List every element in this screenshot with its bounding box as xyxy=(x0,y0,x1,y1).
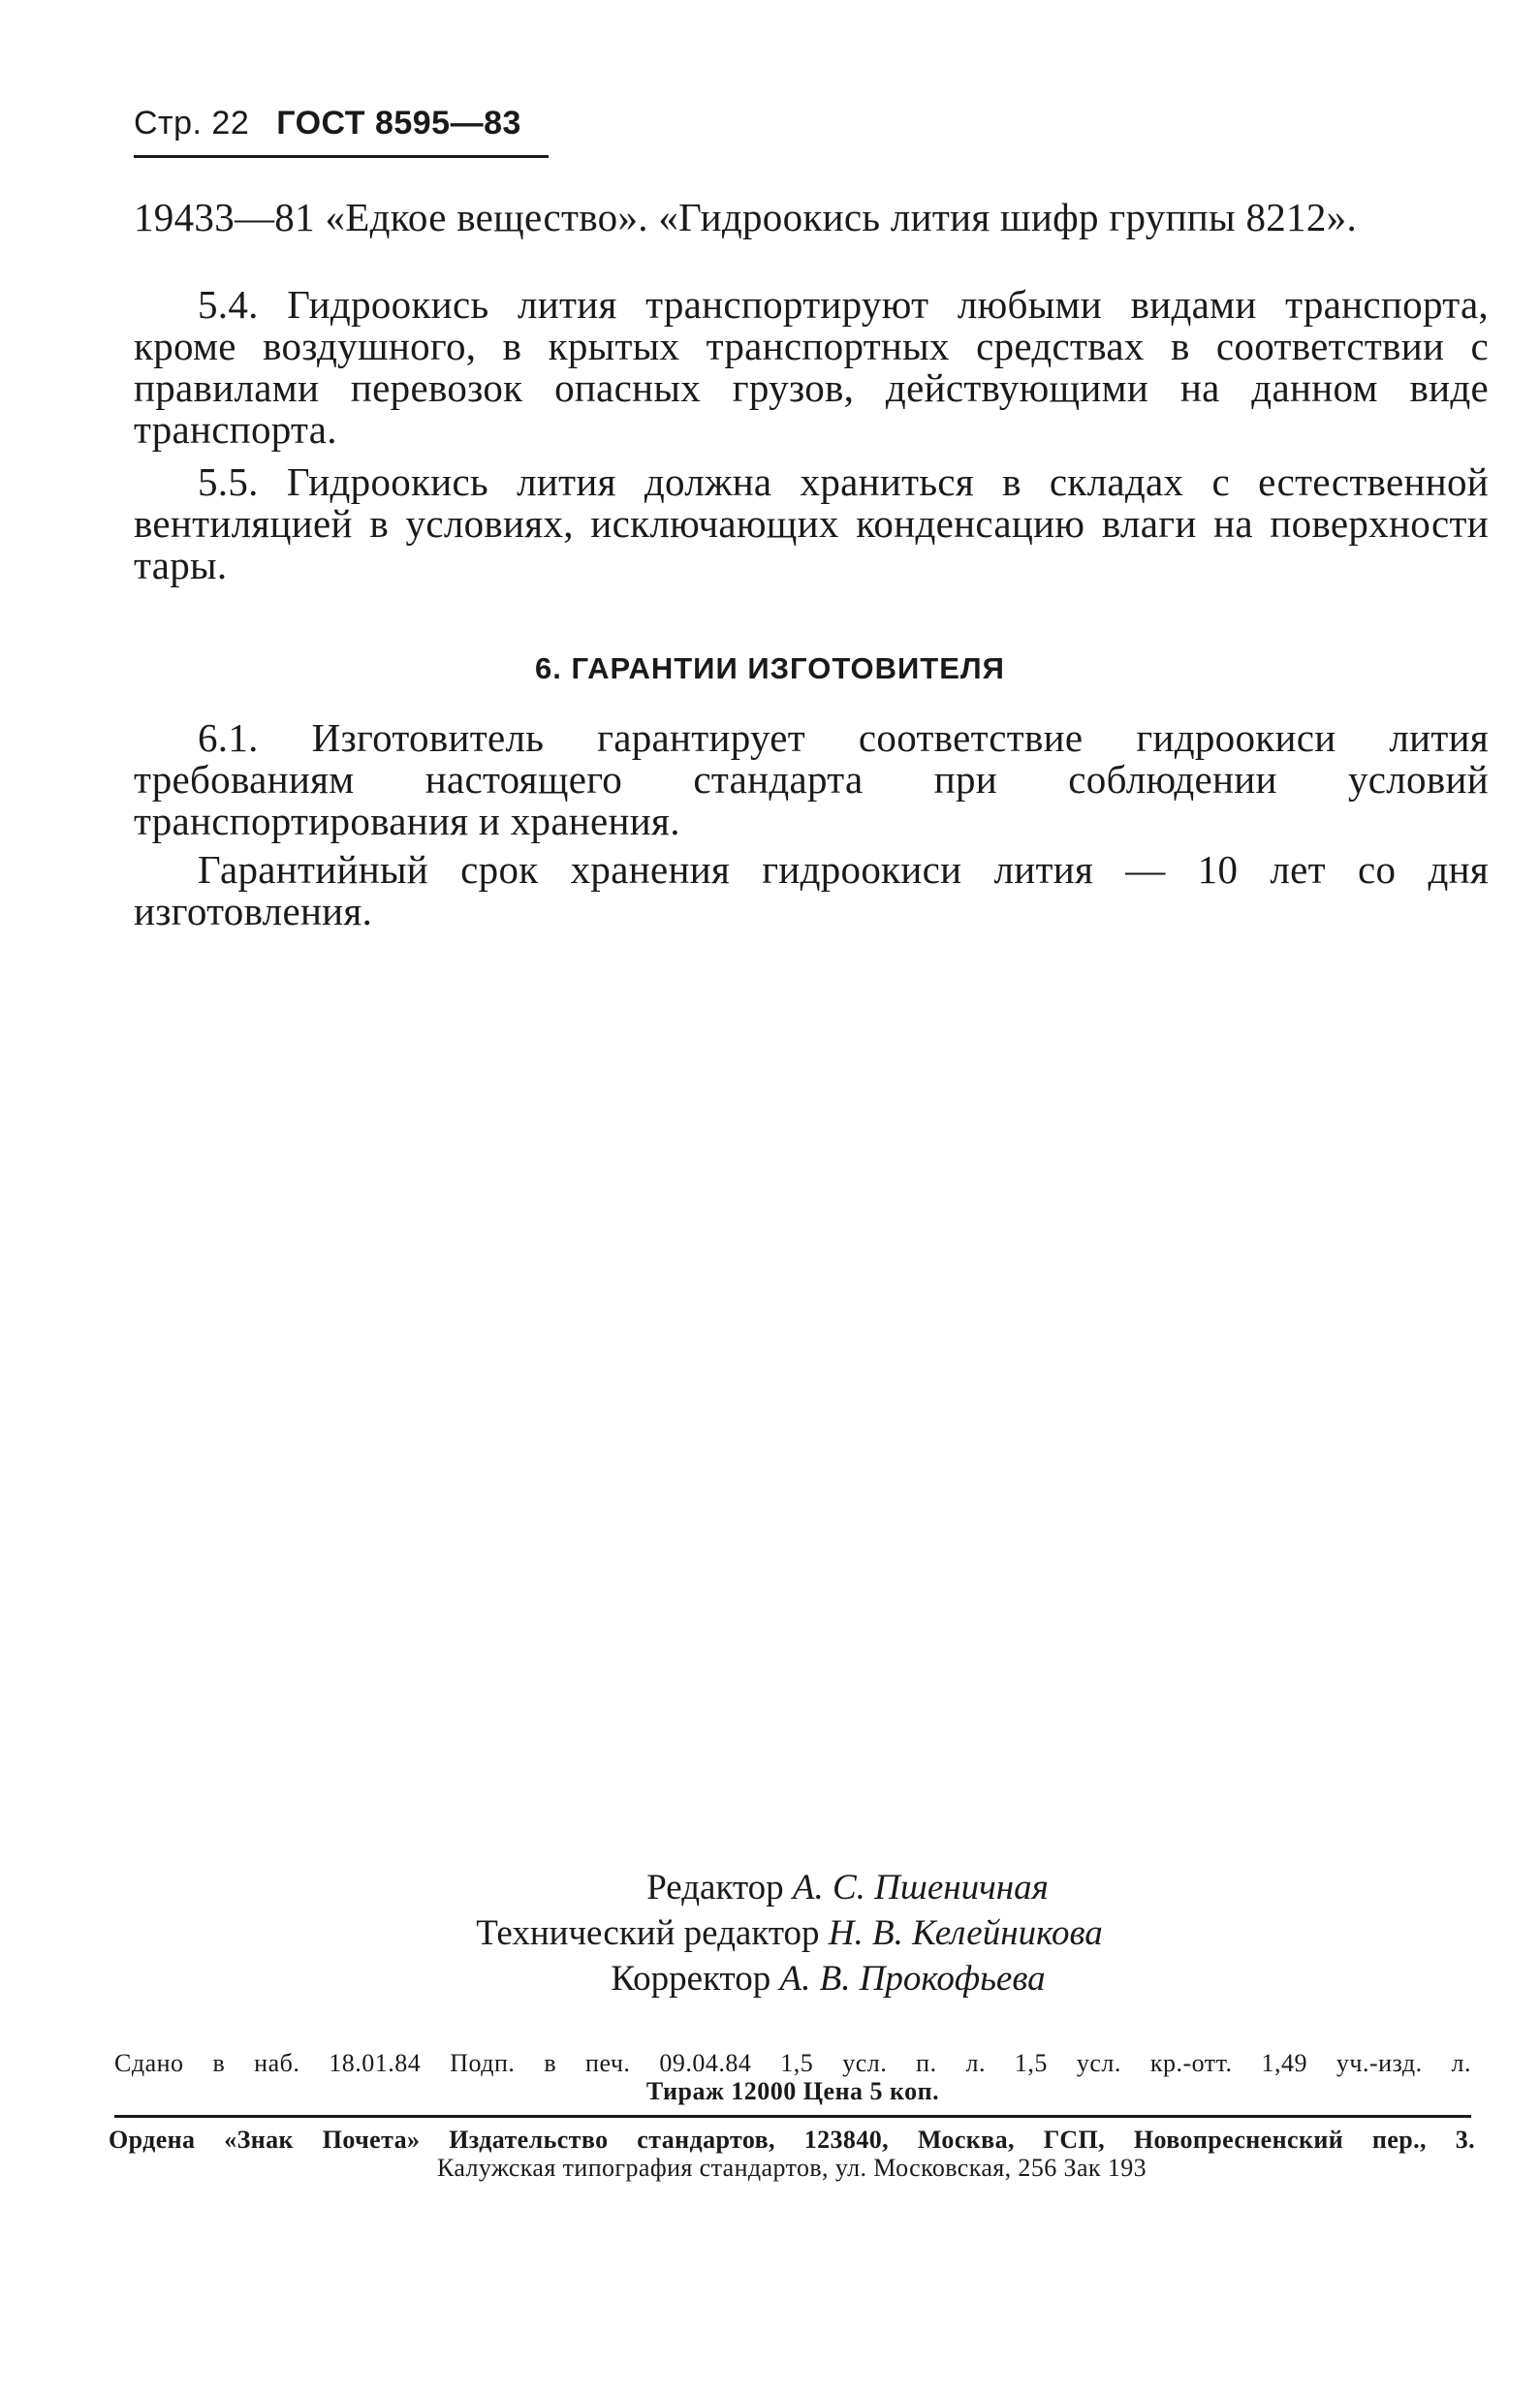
tech-editor-role: Технический редактор xyxy=(476,1913,820,1953)
clause-5-4-text: 5.4. Гидроокись лития транспортируют любыми видами транспорта, кроме воздушного, в крытых транспортных средствах в соответствии с правилами перевозок опасных грузов, действующими на данном виде транспорта. xyxy=(134,282,1489,452)
continued-text: 19433—81 «Едкое вещество». «Гидроокись лития шифр группы 8212». xyxy=(134,195,1357,239)
page-number: Стр. 22 xyxy=(134,105,250,142)
imprint-block xyxy=(114,2049,1471,2105)
proofreader-role: Корректор xyxy=(611,1959,771,1999)
clause-6-1-text: 6.1. Изготовитель гарантирует соответствие гидроокиси лития требованиям настоящего стандарта при соблюдении условий транспортирования и хранения. xyxy=(134,715,1489,843)
editor-name: А. С. Пшеничная xyxy=(792,1868,1049,1907)
publisher-block xyxy=(109,2126,1475,2182)
warranty-text: Гарантийный срок хранения гидроокиси лития — 10 лет со дня изготовления. xyxy=(134,847,1489,933)
clause-5-5-text: 5.5. Гидроокись лития должна храниться в складах с естественной вентиляцией в условиях, исключающих конденсацию влаги на поверхности тары. xyxy=(134,459,1489,587)
clause-5-4 xyxy=(134,284,1489,451)
printer-address: Калужская типография стандартов, ул. Московская, 256 Зак 193 xyxy=(436,2154,1147,2182)
imprint-dates: Сдано в наб. 18.01.84 Подп. в печ. 09.04.84 1,5 усл. п. л. 1,5 усл. кр.-отт. 1,49 уч.-изд. л. xyxy=(114,2049,1471,2077)
imprint-circulation: Тираж 12000 Цена 5 коп. xyxy=(645,2077,940,2105)
continued-paragraph xyxy=(134,197,1489,238)
tech-editor-line xyxy=(39,1910,1540,1956)
header-rule xyxy=(134,155,549,158)
editor-role: Редактор xyxy=(646,1868,784,1907)
proofreader-name: А. В. Прокофьева xyxy=(779,1959,1046,1999)
editor-line xyxy=(155,1865,1540,1910)
clause-5-5 xyxy=(134,461,1489,586)
proofreader-line xyxy=(116,1956,1540,2002)
section-heading: 6. ГАРАНТИИ ИЗГОТОВИТЕЛЯ xyxy=(535,651,1005,685)
running-header xyxy=(134,105,521,142)
warranty-paragraph xyxy=(134,849,1489,932)
imprint-rule xyxy=(114,2115,1471,2118)
publisher-address: Ордена «Знак Почета» Издательство стандартов, 123840, Москва, ГСП, Новопресненский пер., 3. xyxy=(109,2126,1475,2154)
standard-number: ГОСТ 8595—83 xyxy=(276,105,521,142)
tech-editor-name: Н. В. Келейникова xyxy=(828,1913,1103,1953)
clause-6-1 xyxy=(134,717,1489,842)
credits-block xyxy=(0,1865,1540,2002)
